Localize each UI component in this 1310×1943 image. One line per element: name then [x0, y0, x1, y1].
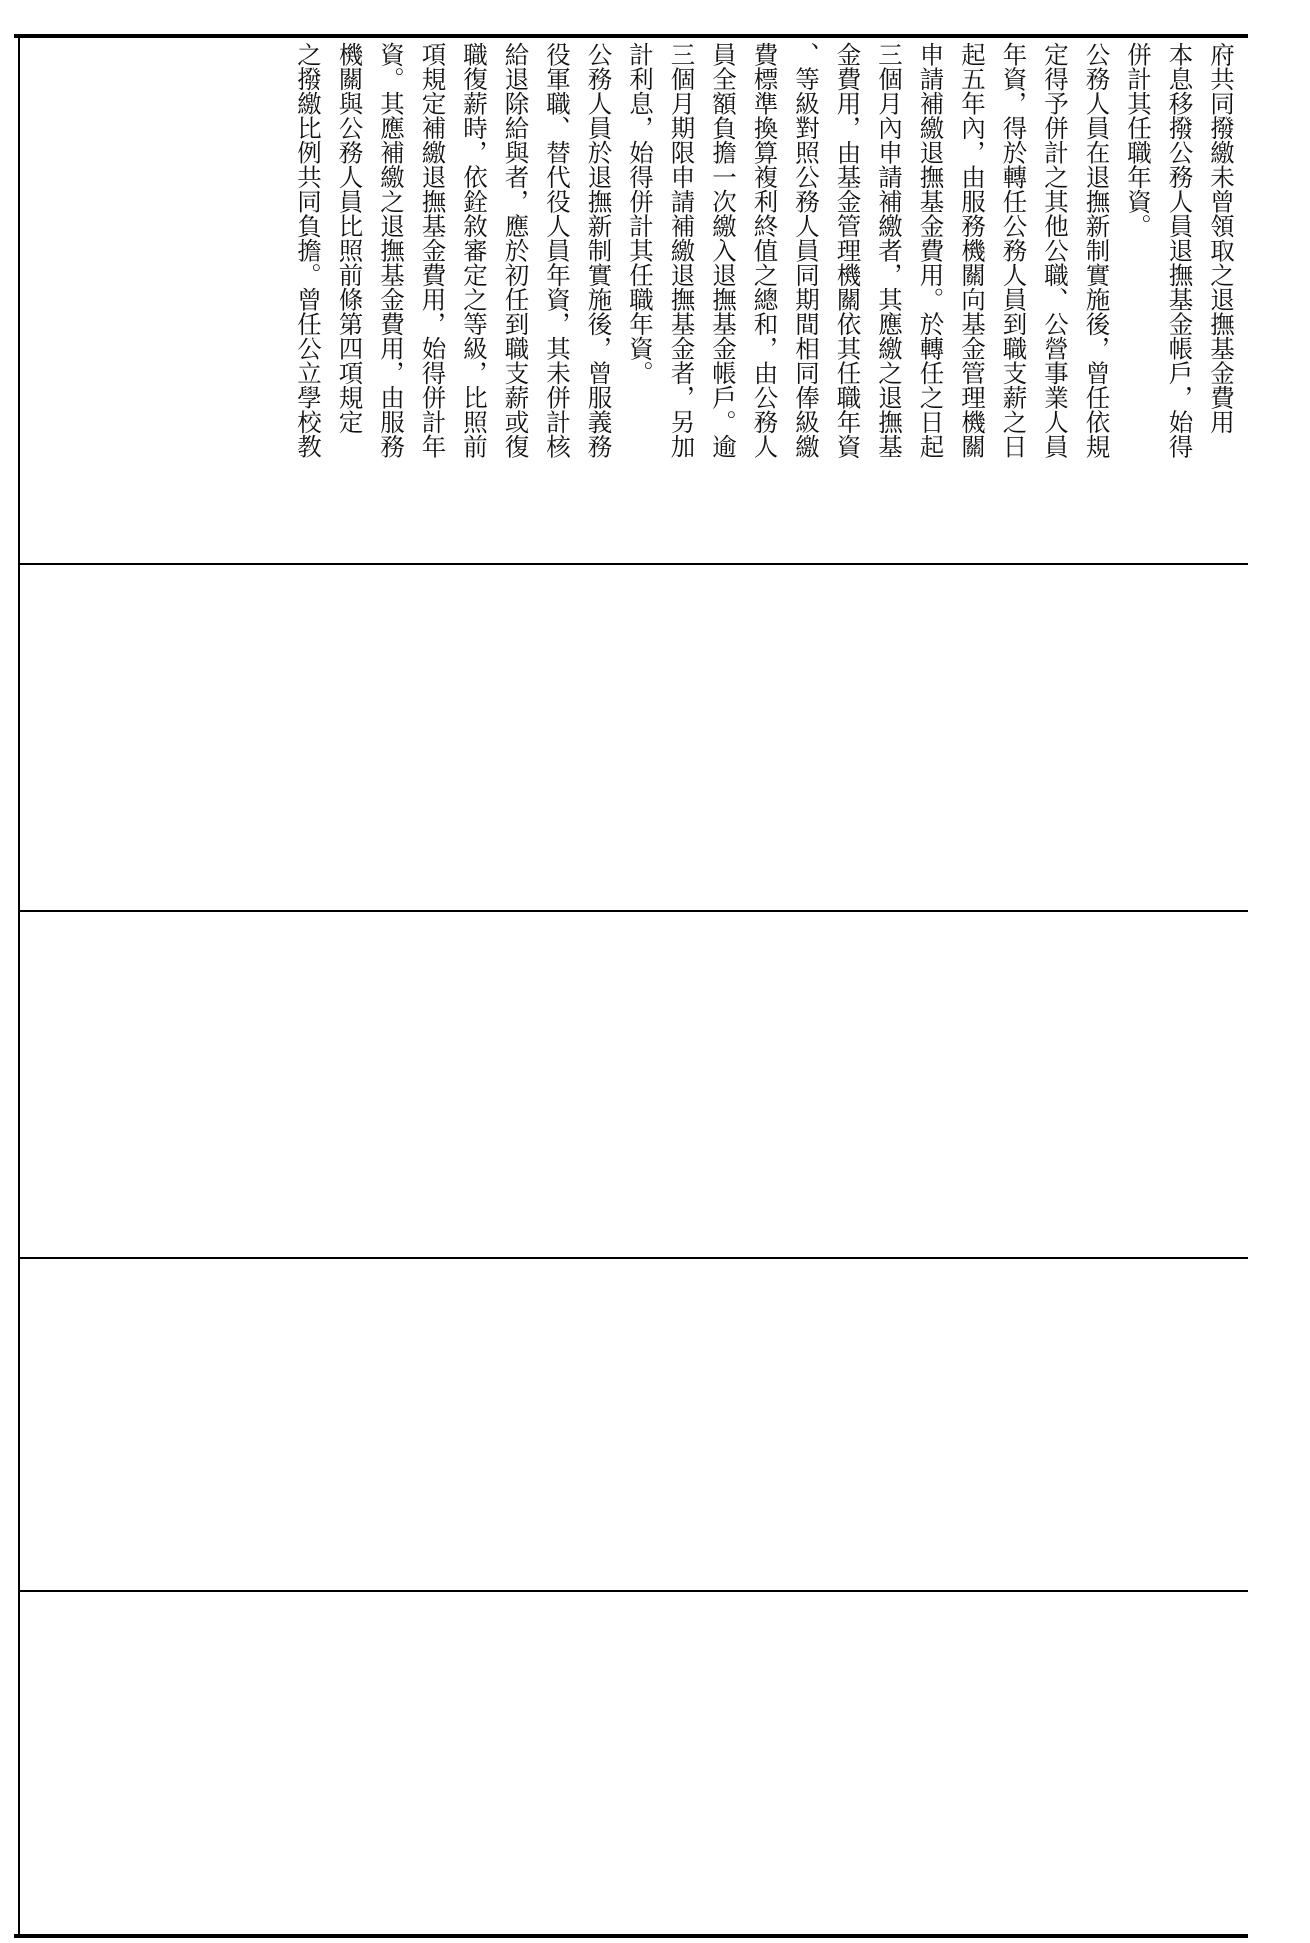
text-line: 役軍職、替代役人員年資，其未併計核 [543, 42, 572, 459]
text-line: 公務人員於退撫新制實施後，曾服義務 [584, 42, 614, 459]
text-line: 、等級對照公務人員同期間相同俸級繳 [792, 42, 821, 459]
text-line: 資。其應補繳之退撫基金費用，由服務 [377, 42, 406, 459]
text-line: 併計其任職年資。 [1124, 42, 1153, 238]
text-line: 定得予併計之其他公職、公營事業人員 [1041, 42, 1070, 459]
empty-cell [20, 912, 1248, 1257]
empty-cell [20, 565, 1248, 910]
paragraph-2 [620, 42, 1118, 558]
text-line: 起五年內，由服務機關向基金管理機關 [958, 42, 987, 459]
text-cell [24, 42, 1242, 558]
text-line: 職復薪時，依銓敘審定之等級，比照前 [460, 42, 489, 459]
bottom-border-rule [14, 1934, 1248, 1938]
text-line: 三個月期限申請補繳退撫基金者，另加 [667, 42, 697, 459]
text-line: 府共同撥繳未曾領取之退撫基金費用 [1207, 42, 1236, 434]
text-line: 公務人員在退撫新制實施後，曾任依規 [1082, 42, 1112, 459]
paragraph-3 [288, 42, 620, 558]
text-line: 本息移撥公務人員退撫基金帳戶，始得 [1165, 42, 1195, 459]
text-line: 費標準換算複利終值之總和，由公務人 [750, 42, 780, 459]
text-line: 計利息，始得併計其任職年資。 [626, 42, 655, 385]
empty-cell [20, 1259, 1248, 1590]
text-line: 之撥繳比例共同負擔。曾任公立學校教 [294, 42, 323, 459]
text-line: 年資，得於轉任公務人員到職支薪之日 [999, 42, 1029, 459]
text-line: 金費用，由基金管理機關依其任職年資 [833, 42, 863, 459]
text-line: 員全額負擔一次繳入退撫基金帳戶。逾 [709, 42, 738, 459]
text-line: 申請補繳退撫基金費用。於轉任之日起 [916, 42, 946, 459]
text-line: 給退除給與者，應於初任到職支薪或復 [501, 42, 531, 459]
top-border-rule [14, 34, 1248, 38]
text-line: 三個月內申請補繳者，其應繳之退撫基 [875, 42, 904, 459]
text-line: 機關與公務人員比照前條第四項規定 [335, 42, 365, 434]
paragraph-1 [1118, 42, 1243, 558]
empty-cell [20, 1592, 1248, 1934]
text-line: 項規定補繳退撫基金費用，始得併計年 [418, 42, 448, 459]
vertical-text-block [288, 42, 1243, 558]
